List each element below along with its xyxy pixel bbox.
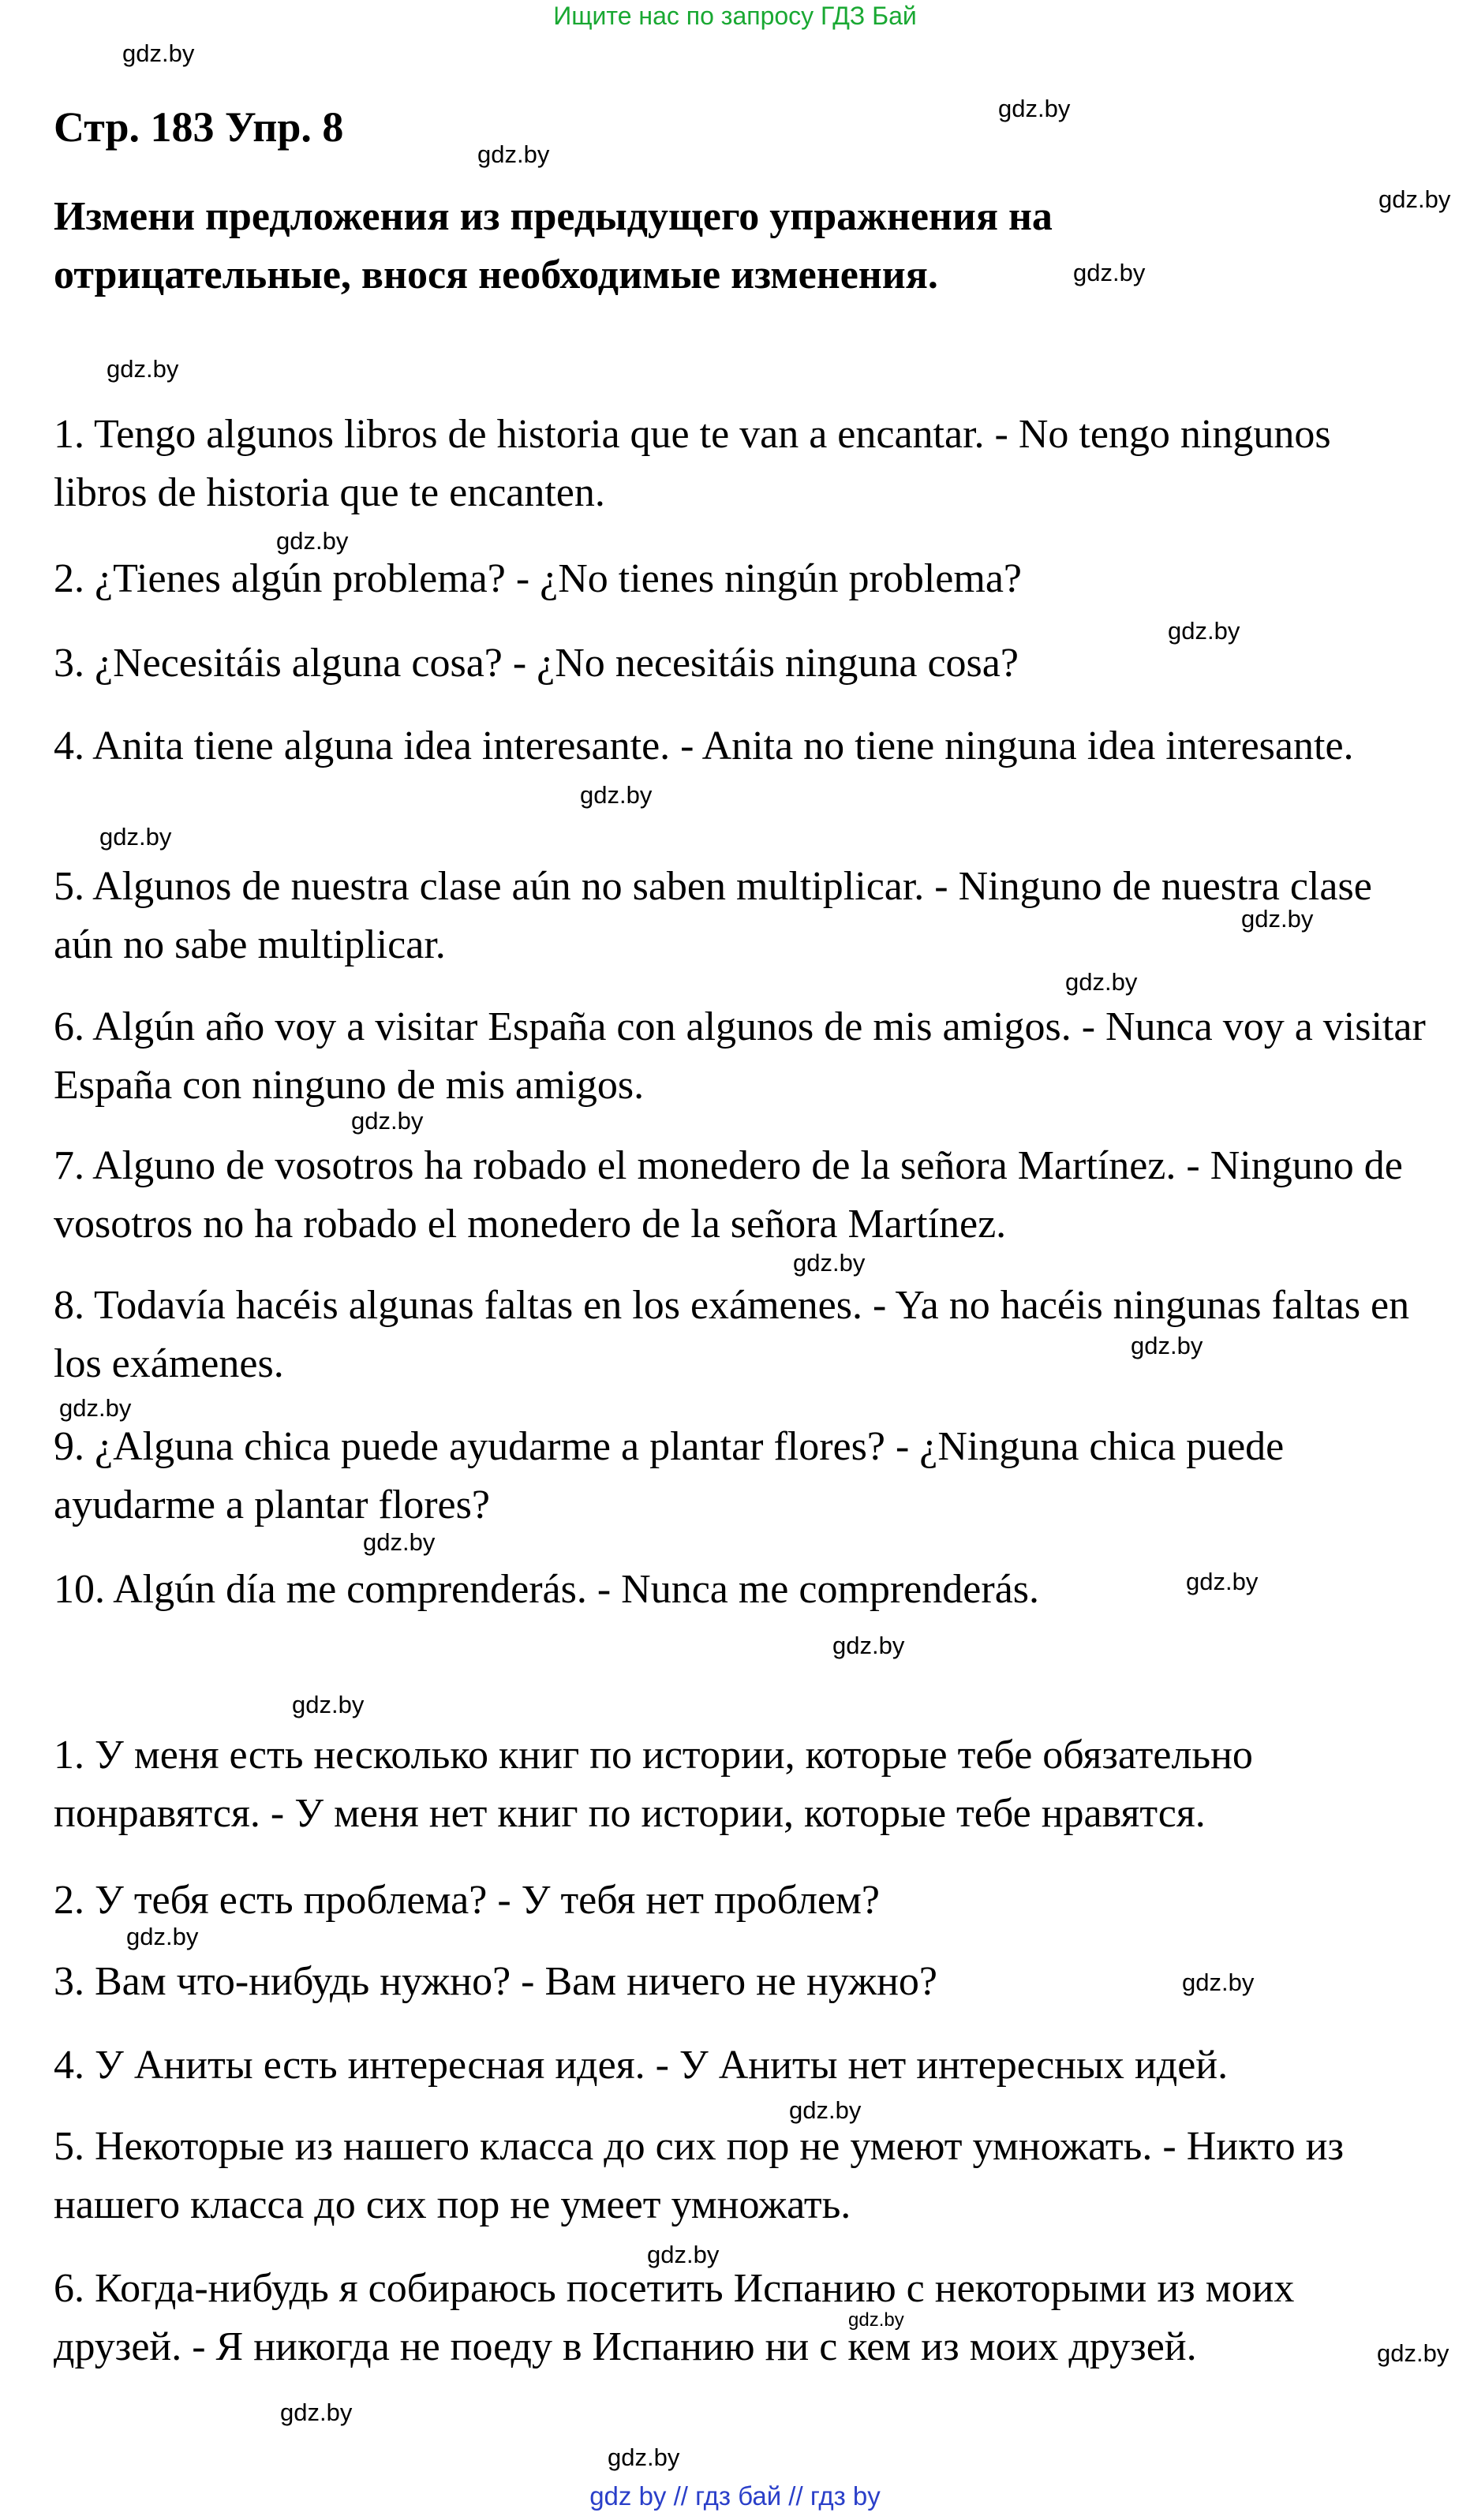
- watermark: gdz.by: [1378, 185, 1451, 213]
- watermark: gdz.by: [280, 2398, 353, 2426]
- watermark: gdz.by: [1377, 2339, 1449, 2367]
- watermark: gdz.by: [793, 1249, 866, 1277]
- spanish-sentence-6: 6. Algún año voy a visitar España con algunos de mis amigos. - Nunca voy a visitar España con ninguno de mis amigos.: [54, 1004, 1426, 1108]
- watermark: gdz.by: [848, 2309, 904, 2331]
- watermark: gdz.by: [1186, 1568, 1259, 1595]
- watermark: gdz.by: [363, 1528, 436, 1556]
- russian-sentence-3: 3. Вам что-нибудь нужно? - Вам ничего не нужно?: [54, 1959, 937, 2004]
- russian-sentence-2: 2. У тебя есть проблема? - У тебя нет проблем?: [54, 1878, 880, 1923]
- watermark: gdz.by: [99, 823, 172, 851]
- watermark: gdz.by: [608, 2443, 680, 2471]
- watermark: gdz.by: [351, 1107, 424, 1135]
- watermark: gdz.by: [647, 2241, 720, 2268]
- watermark: gdz.by: [1065, 968, 1138, 996]
- watermark: gdz.by: [1241, 905, 1314, 933]
- watermark: gdz.by: [107, 355, 179, 383]
- spanish-sentence-3: 3. ¿Necesitáis alguna cosa? - ¿No necesitáis ninguna cosa?: [54, 641, 1019, 686]
- watermark: gdz.by: [1131, 1332, 1203, 1359]
- watermark: gdz.by: [832, 1632, 905, 1659]
- watermark: gdz.by: [998, 95, 1071, 122]
- watermark: gdz.by: [1073, 259, 1146, 286]
- spanish-sentence-9: 9. ¿Alguna chica puede ayudarme a plantar flores? - ¿Ninguna chica puede ayudarme a plantar flores?: [54, 1424, 1285, 1527]
- watermark: gdz.by: [789, 2096, 862, 2124]
- spanish-sentence-8: 8. Todavía hacéis algunas faltas en los exámenes. - Ya no hacéis ningunas faltas en los exámenes.: [54, 1283, 1410, 1386]
- watermark: gdz.by: [477, 140, 550, 168]
- watermark: gdz.by: [580, 781, 653, 809]
- spanish-sentence-4: 4. Anita tiene alguna idea interesante. - Anita no tiene ninguna idea interesante.: [54, 723, 1354, 768]
- task-instruction: Измени предложения из предыдущего упражнения на отрицательные, внося необходимые изменения.: [54, 194, 1053, 297]
- spanish-sentence-2: 2. ¿Tienes algún problema? - ¿No tienes ningún problema?: [54, 556, 1022, 601]
- russian-sentence-5: 5. Некоторые из нашего класса до сих пор не умеют умножать. - Никто из нашего класса до сих пор не умеет умножать.: [54, 2124, 1345, 2227]
- russian-sentence-6: 6. Когда-нибудь я собираюсь посетить Испанию с некоторыми из моих друзей. - Я никогда не поеду в Испанию ни с кем из моих друзей.: [54, 2266, 1295, 2369]
- watermark: gdz.by: [59, 1394, 132, 1422]
- exercise-title: Стр. 183 Упр. 8: [54, 103, 344, 151]
- bottom-banner[interactable]: gdz by // гдз бай // гдз by: [589, 2481, 881, 2511]
- watermark: gdz.by: [126, 1923, 199, 1950]
- spanish-sentence-5: 5. Algunos de nuestra clase aún no saben multiplicar. - Ninguno de nuestra clase aún no sabe multiplicar.: [54, 864, 1372, 967]
- spanish-sentence-10: 10. Algún día me comprenderás. - Nunca me comprenderás.: [54, 1567, 1040, 1612]
- top-banner[interactable]: Ищите нас по запросу ГДЗ Бай: [553, 2, 917, 30]
- watermark: gdz.by: [292, 1691, 365, 1718]
- russian-sentence-4: 4. У Аниты есть интересная идея. - У Аниты нет интересных идей.: [54, 2043, 1229, 2088]
- watermark: gdz.by: [276, 527, 349, 555]
- watermark: gdz.by: [1182, 1969, 1255, 1996]
- watermark: gdz.by: [1168, 617, 1240, 645]
- spanish-sentence-1: 1. Tengo algunos libros de historia que te van a encantar. - No tengo ningunos libros de historia que te encanten.: [54, 412, 1331, 515]
- watermark: gdz.by: [122, 39, 195, 67]
- spanish-sentence-7: 7. Alguno de vosotros ha robado el monedero de la señora Martínez. - Ninguno de vosotros no ha robado el monedero de la señora Martínez.: [54, 1143, 1403, 1247]
- russian-sentence-1: 1. У меня есть несколько книг по истории, которые тебе обязательно понравятся. - У меня нет книг по истории, которые тебе нравятся.: [54, 1733, 1253, 1836]
